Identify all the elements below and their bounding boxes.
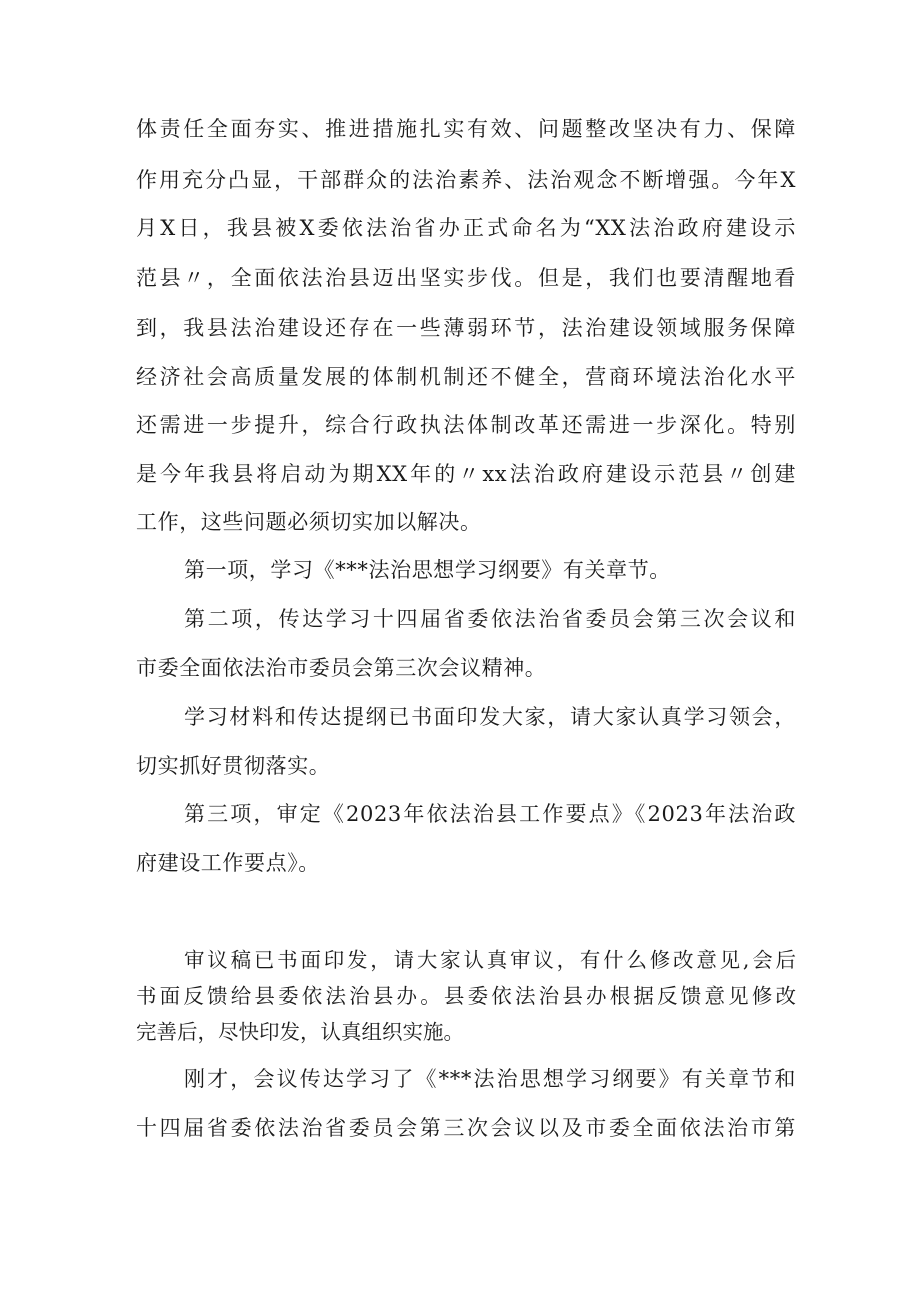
paragraph-line: 作用充分凸显，干部群众的法治素养、法治观念不断增强。今年X — [136, 168, 796, 192]
paragraph-line: 工作，这些问题必须切实加以解决。 — [136, 510, 482, 534]
summary-line: 刚才，会议传达学习了《***法治思想学习纲要》有关章节和 — [184, 1067, 796, 1091]
paragraph-line: 体责任全面夯实、推进措施扎实有效、问题整改坚决有力、保障 — [136, 117, 796, 141]
agenda-item-2-line: 市委全面依法治市委员会第三次会议精神。 — [136, 656, 547, 680]
paragraph-line: 月X日，我县被X委依法治省办正式命名为“XX法治政府建设示 — [136, 216, 796, 240]
materials-note-line: 切实抓好贯彻落实。 — [136, 754, 331, 778]
materials-note-line: 学习材料和传达提纲已书面印发大家，请大家认真学习领会， — [184, 705, 796, 729]
agenda-item-1: 第一项，学习《***法治思想学习纲要》有关章节。 — [184, 558, 671, 582]
agenda-item-2-line: 第二项，传达学习十四届省委依法治省委员会第三次会议和 — [184, 607, 796, 631]
paragraph-line: 还需进一步提升，综合行政执法体制改革还需进一步深化。特别 — [136, 413, 796, 437]
review-note-line: 书面反馈给县委依法治县办。县委依法治县办根据反馈意见修改 — [136, 984, 796, 1008]
paragraph-line: 是今年我县将启动为期XX年的〃xx法治政府建设示范县〃创建 — [136, 462, 796, 486]
review-note-line: 完善后，尽快印发，认真组织实施。 — [136, 1020, 464, 1044]
paragraph-line: 到，我县法治建设还存在一些薄弱环节，法治建设领域服务保障 — [136, 316, 796, 340]
paragraph-line: 经济社会高质量发展的体制机制还不健全，营商环境法治化水平 — [136, 365, 796, 389]
summary-line: 十四届省委依法治省委员会第三次会议以及市委全面依法治市第 — [136, 1116, 796, 1140]
agenda-item-3-line: 府建设工作要点》。 — [136, 851, 320, 875]
review-note-line: 审议稿已书面印发，请大家认真审议，有什么修改意见,会后 — [184, 948, 796, 972]
paragraph-line: 范县〃，全面依法治县迈出坚实步伐。但是，我们也要清醒地看 — [136, 266, 796, 290]
agenda-item-3-line: 第三项，审定《2023年依法治县工作要点》《2023年法治政 — [184, 802, 796, 826]
